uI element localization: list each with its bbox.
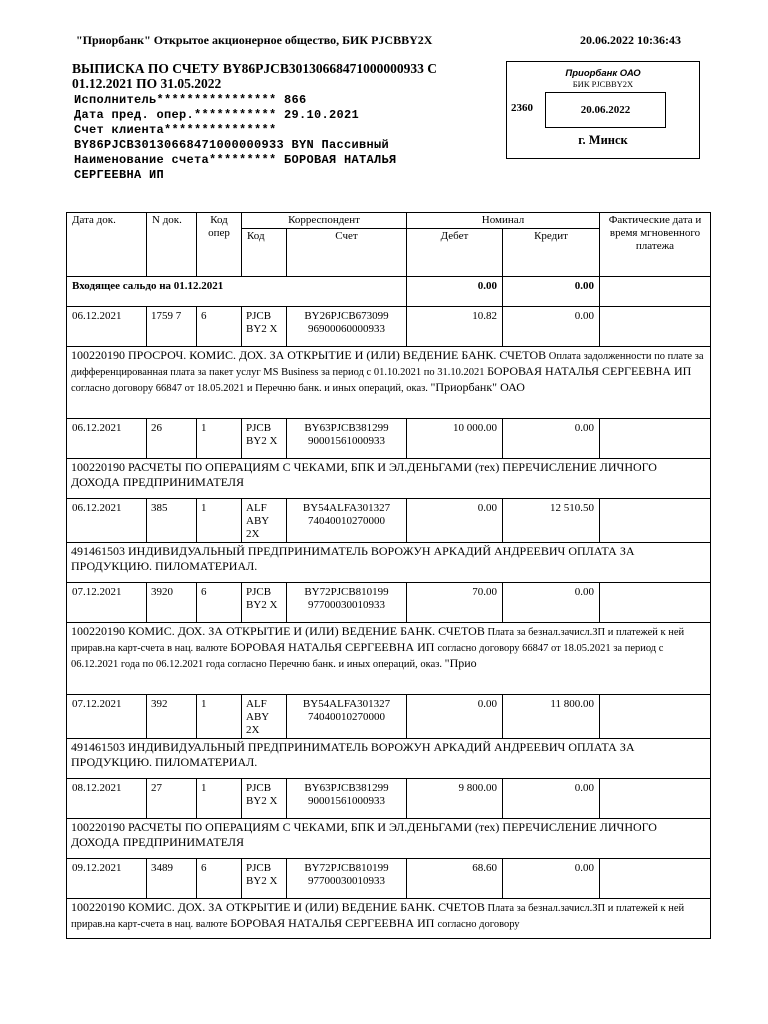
description-part: 100220190 РАСЧЕТЫ ПО ОПЕРАЦИЯМ С ЧЕКАМИ, БПК И ЭЛ.ДЕНЬГАМИ (тех) ПЕРЕЧИСЛЕНИЕ ЛИЧНОГО ДОХОДА ПРЕДПРИНИМАТЕЛЯ [71,460,657,489]
op-code: 6 [197,307,242,347]
payment-description [67,543,711,583]
op-code: 6 [197,583,242,623]
table-row [67,499,711,543]
actual-datetime [600,307,711,347]
actual-datetime [600,419,711,459]
actual-datetime [600,499,711,543]
actual-datetime [600,583,711,623]
payment-description [67,819,711,859]
corr-account: BY63PJCB381299 90001561000933 [287,779,407,819]
stamp-bik: БИК PJCBBY2X [572,79,634,89]
doc-date: 08.12.2021 [67,779,147,819]
doc-date: 07.12.2021 [67,583,147,623]
description-part: БОРОВАЯ НАТАЛЬЯ СЕРГЕЕВНА ИП [230,640,438,654]
payment-description [67,899,711,939]
debit-amount: 68.60 [407,859,503,899]
opening-credit: 0.00 [503,277,600,307]
debit-amount: 9 800.00 [407,779,503,819]
corr-code: PJCB BY2 X [242,779,287,819]
debit-amount: 0.00 [407,695,503,739]
doc-date: 06.12.2021 [67,419,147,459]
client-account-number: BY86PJCB30130668471000000933 BYN Пассивный [74,138,390,152]
description-part: Плата за безнал.зачисл.ЗП и платежей к ней прирав.на карт-счета в нац. валюте [71,627,685,654]
col-code-header: Код [242,229,287,277]
credit-amount: 0.00 [503,307,600,347]
payment-description [67,739,711,779]
executor-line: Исполнитель**************** 866 [74,93,307,107]
debit-amount: 0.00 [407,499,503,543]
stamp-bank-name: Приорбанк ОАО [565,68,641,79]
actual-datetime [600,695,711,739]
col-code-op-header: Код опер [197,213,242,277]
col-date-header: Дата док. [67,213,147,277]
corr-account: BY26PJCB673099 96900060000933 [287,307,407,347]
credit-amount: 0.00 [503,859,600,899]
doc-date: 06.12.2021 [67,499,147,543]
table-row [67,859,711,899]
debit-amount: 10.82 [407,307,503,347]
doc-date: 07.12.2021 [67,695,147,739]
client-account-label: Счет клиента*************** [74,123,277,137]
op-code: 1 [197,695,242,739]
table-row [67,419,711,459]
op-code: 1 [197,419,242,459]
col-nominal-header: Номинал [407,213,600,229]
credit-amount: 0.00 [503,779,600,819]
corr-code: PJCB BY2 X [242,583,287,623]
corr-account: BY72PJCB810199 97700030010933 [287,859,407,899]
col-n-header: N док. [147,213,197,277]
doc-date: 09.12.2021 [67,859,147,899]
table-row [67,779,711,819]
bank-header: "Приорбанк" Открытое акционерное общество, БИК PJCBBY2X [76,33,433,47]
table-row [67,695,711,739]
debit-amount: 10 000.00 [407,419,503,459]
bank-stamp [506,61,700,159]
description-part: БОРОВАЯ НАТАЛЬЯ СЕРГЕЕВНА ИП [487,364,692,378]
account-name-line: Наименование счета********* БОРОВАЯ НАТАЛЬЯ [74,153,397,167]
description-row [67,739,711,779]
doc-date: 06.12.2021 [67,307,147,347]
col-debit-header: Дебет [407,229,503,277]
print-datetime: 20.06.2022 10:36:43 [580,33,681,47]
description-part: 100220190 КОМИС. ДОХ. ЗА ОТКРЫТИЕ И (ИЛИ) ВЕДЕНИЕ БАНК. СЧЕТОВ [71,900,485,914]
description-part: Плата за безнал.зачисл.ЗП и платежей к ней прирав.на карт-счета в нац. валюте [71,903,685,930]
statement-table [66,212,711,939]
corr-code: ALF ABY 2X [242,499,287,543]
col-correspondent-header: Корреспондент [242,213,407,229]
corr-code: PJCB BY2 X [242,859,287,899]
table-row [67,307,711,347]
doc-number: 3489 [147,859,197,899]
col-account-header: Счет [287,229,407,277]
col-actual-header: Фактические дата и время мгновенного платежа [600,213,711,277]
corr-code: PJCB BY2 X [242,307,287,347]
doc-number: 392 [147,695,197,739]
corr-account: BY54ALFA301327 74040010270000 [287,499,407,543]
description-part: Оплата задолженности по плате за дифференцированная плата за пакет услуг MS Business за период с 01.10.2021 по 31.10.2021 [71,351,704,378]
description-part: "Приорбанк" ОАО [430,380,525,394]
header-row [67,213,711,229]
description-row [67,819,711,859]
doc-number: 3920 [147,583,197,623]
credit-amount: 0.00 [503,419,600,459]
payment-description [67,459,711,499]
description-row [67,459,711,499]
description-row [67,899,711,939]
description-row [67,623,711,695]
description-part: согласно договору [437,919,520,930]
description-part: согласно договору 66847 от 18.05.2021 и Перечню банк. и иных операций, оказ. [71,383,431,394]
account-name-line-2: СЕРГЕЕВНА ИП [74,168,165,182]
stamp-city: г. Минск [578,133,628,147]
description-row [67,347,711,419]
payment-description [67,347,711,419]
payment-description [67,623,711,695]
description-part: 100220190 КОМИС. ДОХ. ЗА ОТКРЫТИЕ И (ИЛИ) ВЕДЕНИЕ БАНК. СЧЕТОВ [71,624,485,638]
stamp-number: 2360 [511,102,533,114]
corr-code: PJCB BY2 X [242,419,287,459]
credit-amount: 12 510.50 [503,499,600,543]
description-part: БОРОВАЯ НАТАЛЬЯ СЕРГЕЕВНА ИП [230,916,438,930]
doc-number: 27 [147,779,197,819]
corr-account: BY63PJCB381299 90001561000933 [287,419,407,459]
op-code: 1 [197,779,242,819]
description-part: 100220190 РАСЧЕТЫ ПО ОПЕРАЦИЯМ С ЧЕКАМИ, БПК И ЭЛ.ДЕНЬГАМИ (тех) ПЕРЕЧИСЛЕНИЕ ЛИЧНОГО ДОХОДА ПРЕДПРИНИМАТЕЛЯ [71,820,657,849]
debit-amount: 70.00 [407,583,503,623]
opening-debit: 0.00 [407,277,503,307]
corr-account: BY72PJCB810199 97700030010933 [287,583,407,623]
corr-code: ALF ABY 2X [242,695,287,739]
description-part: согласно договору 66847 от 18.05.2021 за период с 06.12.2021 года по 06.12.2021 года согласно Перечню банк. и иных операций, оказ. [71,643,664,670]
prev-op-date-line: Дата пред. опер.*********** 29.10.2021 [74,108,360,122]
stamp-date: 20.06.2022 [545,92,666,128]
op-code: 1 [197,499,242,543]
table-row [67,583,711,623]
corr-account: BY54ALFA301327 74040010270000 [287,695,407,739]
col-credit-header: Кредит [503,229,600,277]
actual-datetime [600,779,711,819]
description-part: 491461503 ИНДИВИДУАЛЬНЫЙ ПРЕДПРИНИМАТЕЛЬ ВОРОЖУН АРКАДИЙ АНДРЕЕВИЧ ОПЛАТА ЗА ПРОДУКЦИЮ. ПИЛОМАТЕРИАЛ. [71,544,635,573]
op-code: 6 [197,859,242,899]
credit-amount: 0.00 [503,583,600,623]
description-row [67,543,711,583]
statement-title: ВЫПИСКА ПО СЧЕТУ BY86PJCB30130668471000000933 С 01.12.2021 ПО 31.05.2022 [72,61,438,91]
actual-datetime [600,859,711,899]
doc-number: 385 [147,499,197,543]
credit-amount: 11 800.00 [503,695,600,739]
description-part: 100220190 ПРОСРОЧ. КОМИС. ДОХ. ЗА ОТКРЫТИЕ И (ИЛИ) ВЕДЕНИЕ БАНК. СЧЕТОВ [71,348,547,362]
opening-balance-label: Входящее сальдо на 01.12.2021 [67,277,407,307]
description-part: 491461503 ИНДИВИДУАЛЬНЫЙ ПРЕДПРИНИМАТЕЛЬ ВОРОЖУН АРКАДИЙ АНДРЕЕВИЧ ОПЛАТА ЗА ПРОДУКЦИЮ. ПИЛОМАТЕРИАЛ. [71,740,635,769]
doc-number: 1759 7 [147,307,197,347]
doc-number: 26 [147,419,197,459]
description-part: "Прио [444,656,477,670]
opening-balance-row [67,277,711,307]
